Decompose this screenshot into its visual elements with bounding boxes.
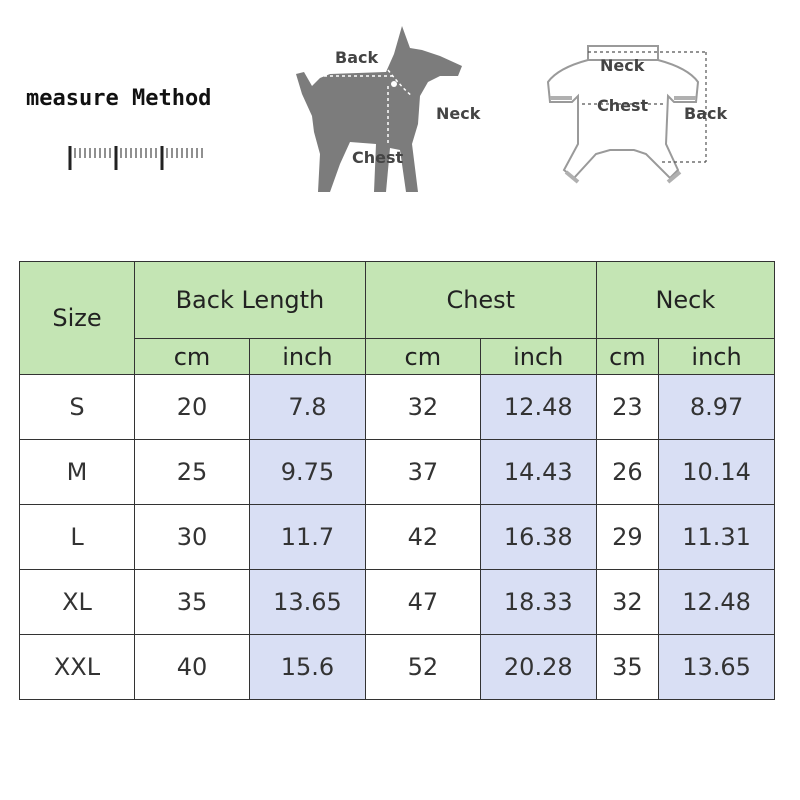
cm-value-cell: 32	[596, 570, 658, 635]
dog-chest-label: Chest	[352, 148, 404, 167]
cm-value-cell: 35	[135, 570, 250, 635]
size-cell: XXL	[20, 635, 135, 700]
inch-value-cell: 7.8	[250, 375, 366, 440]
cm-value-cell: 37	[365, 440, 480, 505]
garment-neck-label: Neck	[600, 56, 645, 75]
cm-value-cell: 30	[135, 505, 250, 570]
unit-header: cm	[365, 339, 480, 375]
cm-value-cell: 26	[596, 440, 658, 505]
unit-header: cm	[135, 339, 250, 375]
unit-header: inch	[250, 339, 366, 375]
cm-value-cell: 52	[365, 635, 480, 700]
cm-value-cell: 25	[135, 440, 250, 505]
dog-neck-label: Neck	[436, 104, 481, 123]
chest-header: Chest	[365, 262, 596, 339]
inch-value-cell: 11.7	[250, 505, 366, 570]
inch-value-cell: 12.48	[659, 570, 775, 635]
inch-value-cell: 13.65	[659, 635, 775, 700]
size-cell: L	[20, 505, 135, 570]
neck-header: Neck	[596, 262, 774, 339]
inch-value-cell: 10.14	[659, 440, 775, 505]
unit-header: cm	[596, 339, 658, 375]
unit-header: inch	[480, 339, 596, 375]
table-header-row	[20, 262, 775, 339]
table-row	[20, 440, 775, 505]
garment-chest-label: Chest	[597, 96, 649, 115]
back-length-header: Back Length	[135, 262, 366, 339]
inch-value-cell: 8.97	[659, 375, 775, 440]
ruler-icon	[68, 142, 208, 172]
inch-value-cell: 15.6	[250, 635, 366, 700]
table-row	[20, 375, 775, 440]
inch-value-cell: 12.48	[480, 375, 596, 440]
inch-value-cell: 18.33	[480, 570, 596, 635]
inch-value-cell: 16.38	[480, 505, 596, 570]
cm-value-cell: 20	[135, 375, 250, 440]
cm-value-cell: 47	[365, 570, 480, 635]
size-cell: XL	[20, 570, 135, 635]
cm-value-cell: 35	[596, 635, 658, 700]
dog-back-label: Back	[335, 48, 379, 67]
inch-value-cell: 9.75	[250, 440, 366, 505]
table-row	[20, 570, 775, 635]
size-cell: S	[20, 375, 135, 440]
inch-value-cell: 13.65	[250, 570, 366, 635]
table-row	[20, 635, 775, 700]
inch-value-cell: 14.43	[480, 440, 596, 505]
cm-value-cell: 32	[365, 375, 480, 440]
size-chart-table	[19, 261, 775, 700]
size-cell: M	[20, 440, 135, 505]
measure-method-title: measure Method	[26, 86, 212, 111]
inch-value-cell: 11.31	[659, 505, 775, 570]
inch-value-cell: 20.28	[480, 635, 596, 700]
cm-value-cell: 40	[135, 635, 250, 700]
unit-header: inch	[659, 339, 775, 375]
table-row	[20, 505, 775, 570]
cm-value-cell: 29	[596, 505, 658, 570]
garment-back-label: Back	[684, 104, 728, 123]
size-header: Size	[20, 262, 135, 375]
cm-value-cell: 23	[596, 375, 658, 440]
cm-value-cell: 42	[365, 505, 480, 570]
